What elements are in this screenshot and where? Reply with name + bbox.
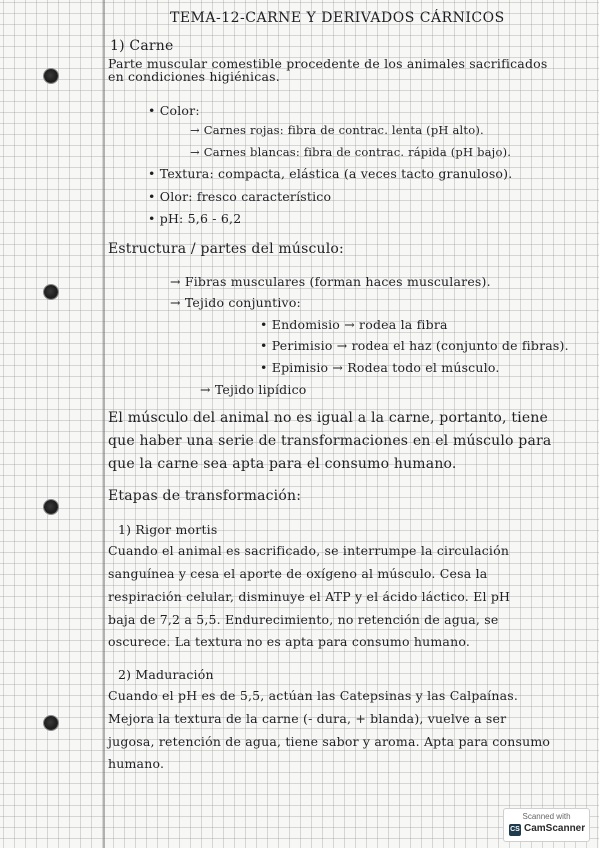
stage-text-line: sanguínea y cesa el aporte de oxígeno al músculo. Cesa la [108, 566, 488, 581]
paragraph-line: que haber una serie de transformaciones en el músculo para [108, 433, 552, 449]
punch-hole [44, 69, 58, 83]
stage-text-line: Mejora la textura de la carne (- dura, + blanda), vuelve a ser [108, 711, 507, 726]
punch-hole [44, 285, 58, 299]
definition-line: Parte muscular comestible procedente de los animales sacrificados [108, 56, 548, 71]
property-texture: • Textura: compacta, elástica (a veces tacto granuloso). [148, 166, 513, 181]
paragraph-line: que la carne sea apta para el consumo humano. [108, 456, 457, 472]
scanned-with-label: Scanned with [522, 812, 571, 821]
margin-line [103, 0, 105, 848]
stage-text-line: jugosa, retención de agua, tiene sabor y aroma. Apta para consumo [108, 734, 551, 749]
structure-perimisio: • Perimisio → rodea el haz (conjunto de fibras). [260, 338, 569, 353]
structure-lipid: → Tejido lipídico [200, 382, 307, 397]
stage-text-line: oscurece. La textura no es apta para consumo humano. [108, 634, 471, 649]
stage-text-line: Cuando el animal es sacrificado, se interrumpe la circulación [108, 543, 510, 558]
camscanner-watermark [503, 808, 590, 842]
camscanner-brand: CamScanner [524, 823, 586, 834]
section-heading-carne: 1) Carne [110, 38, 174, 54]
structure-fibers: → Fibras musculares (forman haces musculares). [170, 274, 491, 289]
punch-hole [44, 716, 58, 730]
property-white-meat: → Carnes blancas: fibra de contrac. rápida (pH bajo). [190, 145, 512, 159]
definition-line: en condiciones higiénicas. [108, 69, 280, 84]
stage-text-line: humano. [108, 756, 165, 771]
structure-epimisio: • Epimisio → Rodea todo el músculo. [260, 360, 500, 375]
stage-text-line: baja de 7,2 a 5,5. Endurecimiento, no retención de agua, se [108, 612, 499, 627]
property-ph: • pH: 5,6 - 6,2 [148, 211, 242, 226]
structure-connective: → Tejido conjuntivo: [170, 295, 301, 310]
paragraph-line: El músculo del animal no es igual a la carne, portanto, tiene [108, 410, 549, 426]
stage-text-line: Cuando el pH es de 5,5, actúan las Catepsinas y las Calpaínas. [108, 688, 519, 703]
structure-endomisio: • Endomisio → rodea la fibra [260, 317, 448, 332]
punch-hole [44, 500, 58, 514]
section-heading-estructura: Estructura / partes del músculo: [108, 241, 344, 257]
property-red-meat: → Carnes rojas: fibra de contrac. lenta (pH alto). [190, 123, 484, 137]
page-title: TEMA-12-CARNE Y DERIVADOS CÁRNICOS [170, 10, 505, 26]
section-heading-etapas: Etapas de transformación: [108, 488, 302, 504]
camscanner-logo-icon: CS [509, 824, 521, 836]
stage-heading-rigor: 1) Rigor mortis [118, 522, 218, 537]
stage-text-line: respiración celular, disminuye el ATP y el ácido láctico. El pH [108, 589, 511, 604]
stage-heading-maduracion: 2) Maduración [118, 667, 214, 682]
property-smell: • Olor: fresco característico [148, 189, 332, 204]
property-color: • Color: [148, 103, 200, 118]
